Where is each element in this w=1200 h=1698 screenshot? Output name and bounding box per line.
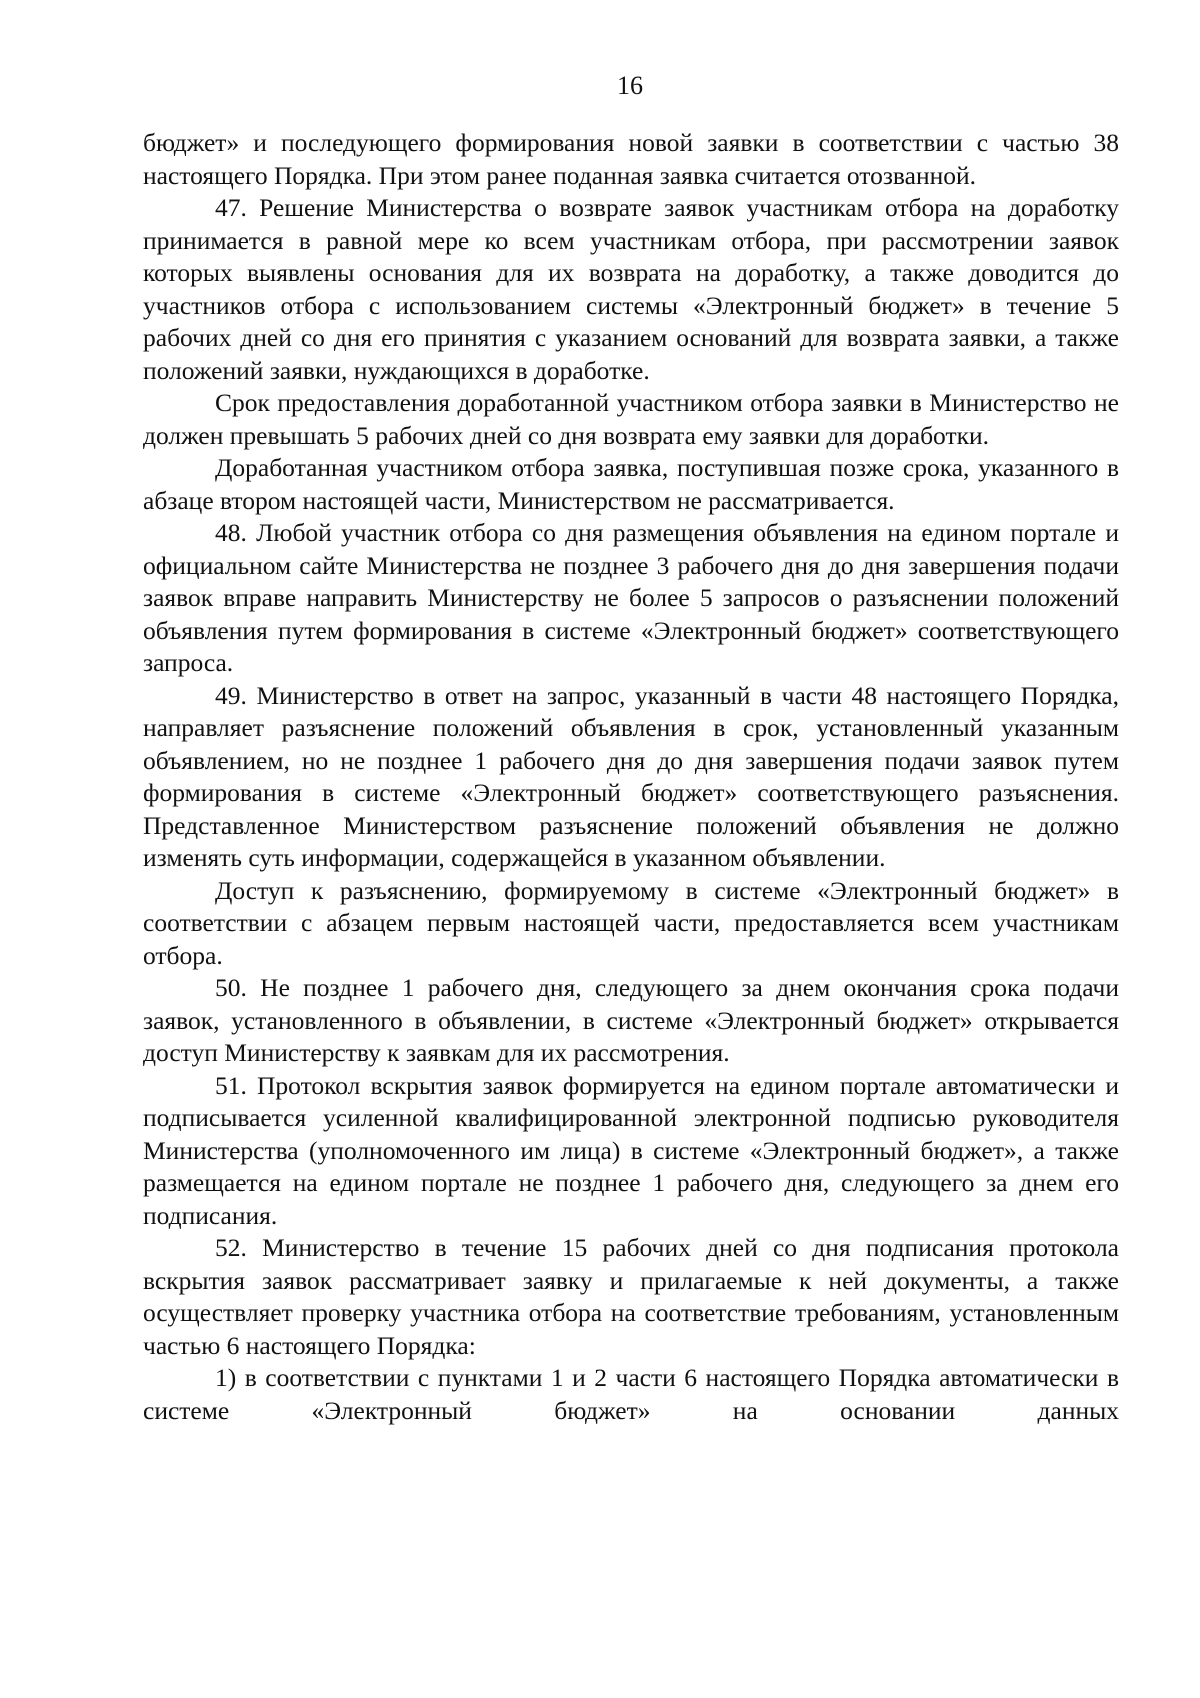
paragraph-52: 52. Министерство в течение 15 рабочих дней со дня подписания протокола вскрытия заявок рассматривает заявку и прилагаемые к ней документы, а также осуществляет проверку участника отбора на соответствие требованиям, установленным частью 6 настоящего Порядка:: [143, 1233, 1119, 1360]
paragraph-52-item-1: 1) в соответствии с пунктами 1 и 2 части 6 настоящего Порядка автоматически в системе «Электронный бюджет» на основании данных: [143, 1363, 1119, 1425]
paragraph-50: 50. Не позднее 1 рабочего дня, следующего за днем окончания срока подачи заявок, установленного в объявлении, в системе «Электронный бюджет» открывается доступ Министерству к заявкам для их рассмотрения.: [143, 973, 1119, 1067]
page-number: 16: [617, 71, 643, 100]
paragraph-49: 49. Министерство в ответ на запрос, указанный в части 48 настоящего Порядка, направляет разъяснение положений объявления в срок, установленный указанным объявлением, но не позднее 1 рабочего дня до дня завершения подачи заявок путем формирования в системе «Электронный бюджет» соответствующего разъяснения. Представленное Министерством разъяснение положений объявления не должно изменять суть информации, содержащейся в указанном объявлении.: [143, 680, 1119, 872]
paragraph-51: 51. Протокол вскрытия заявок формируется на едином портале автоматически и подписывается усиленной квалифицированной электронной подписью руководителя Министерства (уполномоченного им лица) в системе «Электронный бюджет», а также размещается на едином портале не позднее 1 рабочего дня, следующего за днем его подписания.: [143, 1070, 1119, 1230]
paragraph-47: 47. Решение Министерства о возврате заявок участникам отбора на доработку принимается в равной мере ко всем участникам отбора, при рассмотрении заявок которых выявлены основания для их возврата на доработку, а также доводится до участников отбора с использованием системы «Электронный бюджет» в течение 5 рабочих дней со дня его принятия с указанием оснований для возврата заявки, а также положений заявки, нуждающихся в доработке.: [143, 193, 1119, 385]
paragraph-continuation: бюджет» и последующего формирования новой заявки в соответствии с частью 38 настоящего Порядка. При этом ранее поданная заявка считается отозванной.: [143, 128, 1119, 190]
document-body: [143, 127, 1119, 1427]
paragraph-49-access: Доступ к разъяснению, формируемому в системе «Электронный бюджет» в соответствии с абзацем первым настоящей части, предоставляется всем участникам отбора.: [143, 875, 1119, 970]
paragraph-47-deadline: Срок предоставления доработанной участником отбора заявки в Министерство не должен превышать 5 рабочих дней со дня возврата ему заявки для доработки.: [143, 388, 1119, 450]
paragraph-48: 48. Любой участник отбора со дня размещения объявления на едином портале и официальном сайте Министерства не позднее 3 рабочего дня до дня завершения подачи заявок вправе направить Министерству не более 5 запросов о разъяснении положений объявления путем формирования в системе «Электронный бюджет» соответствующего запроса.: [143, 518, 1119, 677]
paragraph-47-late-submission: Доработанная участником отбора заявка, поступившая позже срока, указанного в абзаце втором настоящей части, Министерством не рассматривается.: [143, 453, 1119, 515]
